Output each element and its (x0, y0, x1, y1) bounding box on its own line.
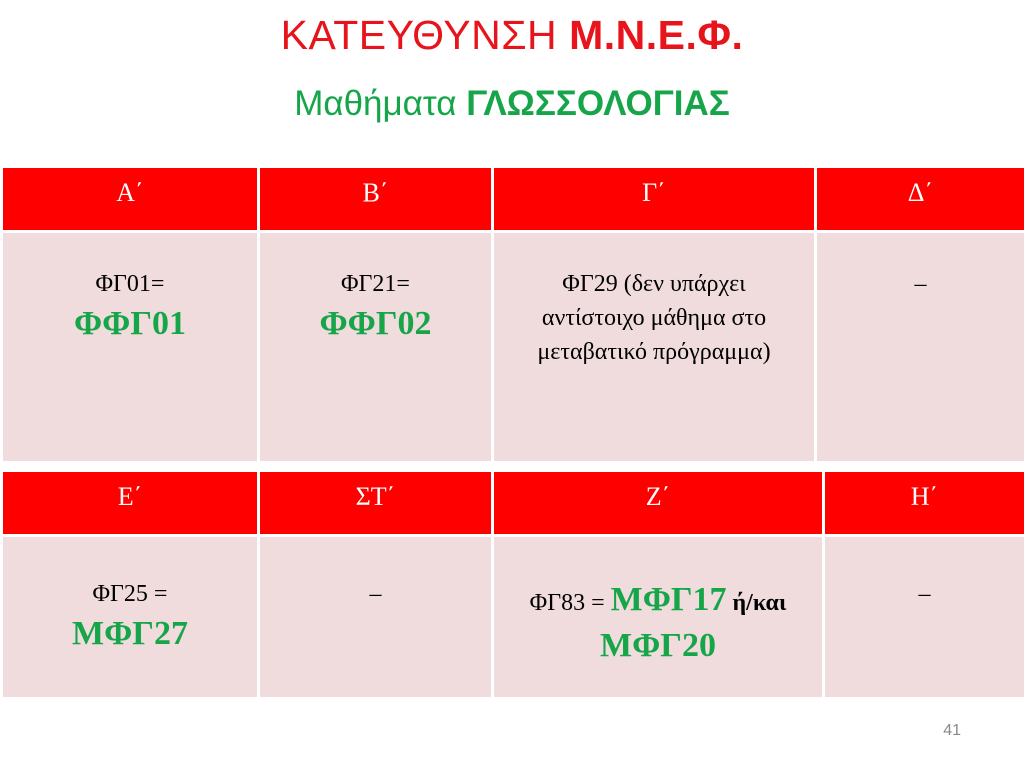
cell-st (260, 537, 491, 697)
course-note-line3: μεταβατικό πρόγραμμα) (537, 339, 771, 365)
cell-z (494, 537, 822, 697)
cell-a (3, 233, 257, 461)
course-code: ΦΓ21= (341, 271, 410, 297)
semester-table-bottom (0, 469, 1024, 700)
page-number: 41 (943, 722, 961, 739)
header-cell-h: Η΄ (825, 472, 1024, 534)
header-cell-st: ΣΤ΄ (260, 472, 491, 534)
cell-d (817, 233, 1024, 461)
header-cell-c: Γ΄ (494, 168, 814, 230)
empty-dash: – (918, 581, 931, 607)
table-header-row (3, 472, 1024, 534)
equivalent-course-2: ΜΦΓ20 (600, 627, 716, 664)
course-code: ΦΓ83 = (529, 590, 611, 616)
empty-dash: – (369, 581, 382, 607)
equivalent-course: ΦΦΓ02 (319, 305, 432, 342)
course-note-line2: αντίστοιχο μάθημα στο (541, 305, 767, 331)
equivalent-course: ΜΦΓ27 (72, 615, 188, 652)
table-row (3, 233, 1024, 461)
course-code: ΦΓ25 = (92, 581, 168, 607)
title-bold-text: Μ.Ν.Ε.Φ. (569, 12, 744, 58)
header-cell-a: Α΄ (3, 168, 257, 230)
semester-table-top (0, 165, 1024, 464)
header-cell-e: Ε΄ (3, 472, 257, 534)
cell-e (3, 537, 257, 697)
slide-title (0, 12, 1024, 59)
subtitle-bold-text: ΓΛΩΣΣΟΛΟΓΙΑΣ (466, 84, 730, 123)
subtitle-text: Μαθήματα (294, 84, 467, 123)
conjunction: ή/και (726, 590, 787, 616)
course-code-line (494, 577, 822, 623)
title-text: ΚΑΤΕΥΘΥΝΣΗ (280, 12, 570, 58)
header-cell-z: Ζ΄ (494, 472, 822, 534)
slide-subtitle (0, 84, 1024, 124)
course-note-line1: ΦΓ29 (δεν υπάρχει (562, 271, 746, 297)
header-cell-b: Β΄ (260, 168, 491, 230)
cell-h (825, 537, 1024, 697)
equivalent-course-1: ΜΦΓ17 (610, 581, 727, 618)
course-code: ΦΓ01= (95, 271, 165, 297)
equivalent-course: ΦΦΓ01 (73, 305, 186, 342)
cell-c (494, 233, 814, 461)
cell-b (260, 233, 491, 461)
table-header-row (3, 168, 1024, 230)
header-cell-d: Δ΄ (817, 168, 1024, 230)
table-row (3, 537, 1024, 697)
empty-dash: – (914, 271, 927, 297)
